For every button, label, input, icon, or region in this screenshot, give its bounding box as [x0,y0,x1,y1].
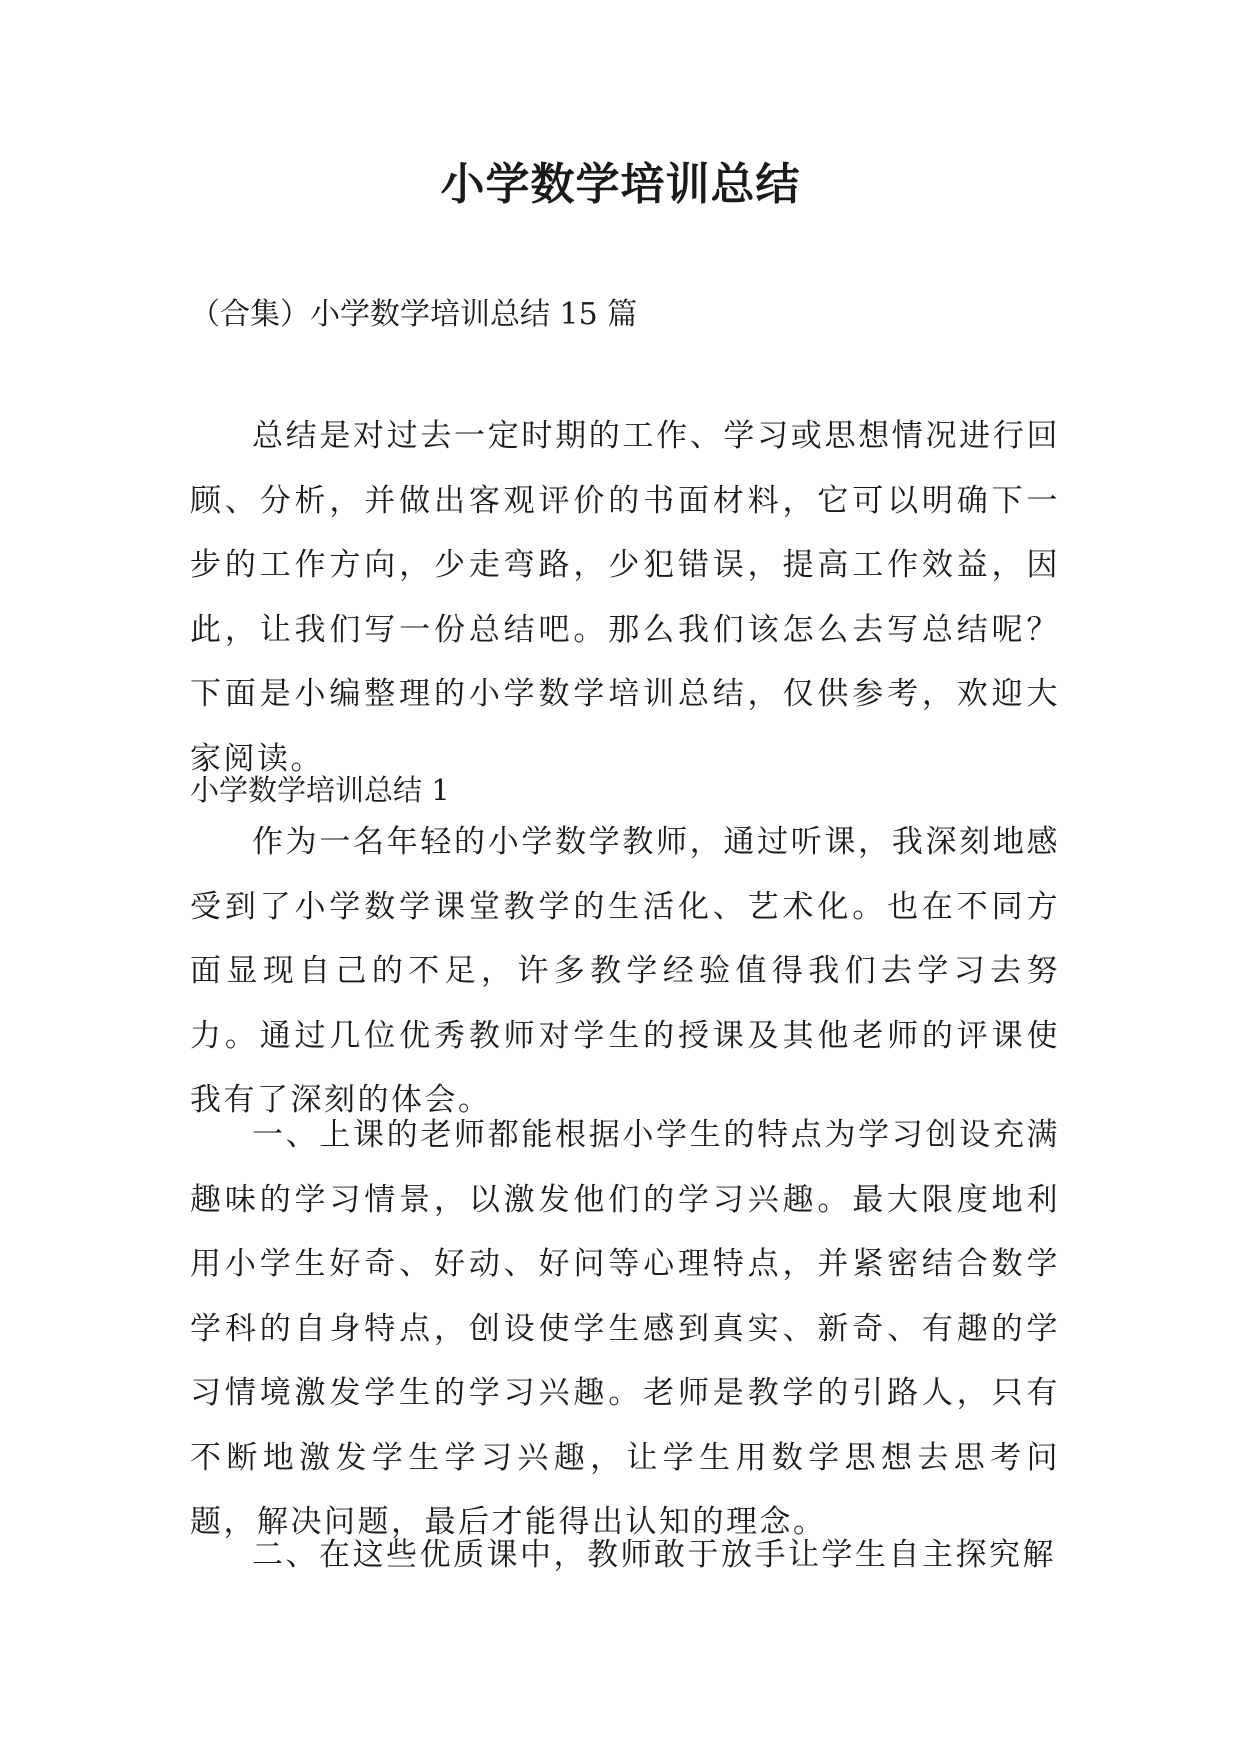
body-paragraph: 作为一名年轻的小学数学教师，通过听课，我深刻地感受到了小学数学课堂教学的生活化、艺术化。也在不同方面显现自己的不足，许多教学经验值得我们去学习去努力。通过几位优秀教师对学生的授课及其他老师的评课使我有了深刻的体会。 [190,824,1060,1118]
intro-paragraph: 总结是对过去一定时期的工作、学习或思想情况进行回顾、分析，并做出客观评价的书面材料，它可以明确下一步的工作方向，少走弯路，少犯错误，提高工作效益，因此，让我们写一份总结吧。那么我们该怎么去写总结呢？下面是小编整理的小学数学培训总结，仅供参考，欢迎大家阅读。 [190,418,1060,777]
body-paragraph: 二、在这些优质课中，教师敢于放手让学生自主探究解 [252,1537,1056,1573]
document-title: 小学数学培训总结 [440,159,801,210]
section-heading: 小学数学培训总结 1 [190,773,450,807]
document-subtitle: （合集）小学数学培训总结 15 篇 [190,297,638,332]
body-paragraph: 一、上课的老师都能根据小学生的特点为学习创设充满趣味的学习情景，以激发他们的学习兴趣。最大限度地利用小学生好奇、好动、好问等心理特点，并紧密结合数学学科的自身特点，创设使学生感到真实、新奇、有趣的学习情境激发学生的学习兴趣。老师是教学的引路人，只有不断地激发学生学习兴趣，让学生用数学思想去思考问题，解决问题，最后才能得出认知的理念。 [190,1117,1060,1540]
